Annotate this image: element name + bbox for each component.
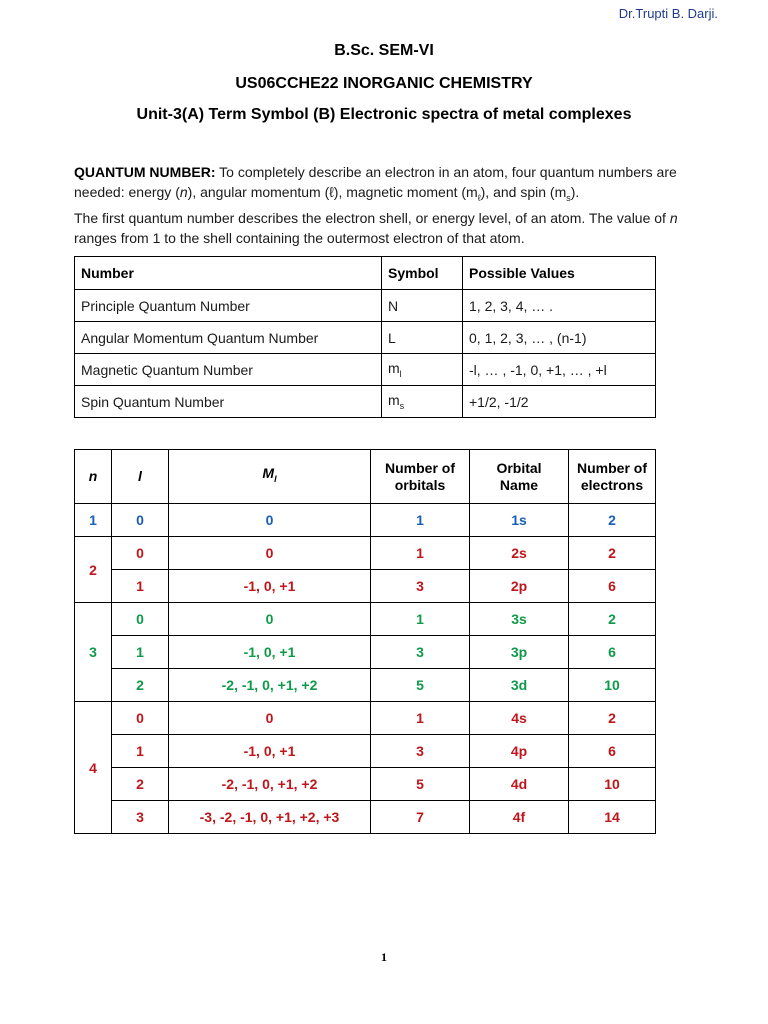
cell-orbitals: 1 — [371, 537, 470, 570]
p1-n: n — [179, 184, 188, 200]
cell-orbital-name: 2p — [470, 570, 569, 603]
cell-ml: -1, 0, +1 — [169, 636, 371, 669]
cell-orbitals: 5 — [371, 768, 470, 801]
cell-l: 2 — [112, 768, 169, 801]
cell-n: 3 — [75, 603, 112, 702]
symbol-main: m — [388, 360, 400, 377]
header-orbital-name — [470, 450, 569, 504]
table-row — [75, 386, 656, 418]
cell-electrons: 2 — [569, 504, 656, 537]
cell-electrons: 6 — [569, 735, 656, 768]
cell-name: Angular Momentum Quantum Number — [75, 322, 382, 354]
cell-name: Magnetic Quantum Number — [75, 354, 382, 386]
cell-ml: 0 — [169, 504, 371, 537]
cell-orbitals: 1 — [371, 702, 470, 735]
cell-ml: 0 — [169, 603, 371, 636]
table-row — [75, 322, 656, 354]
p2-text-1: The first quantum number describes the electron shell, or energy level, of an atom. The value of — [74, 210, 670, 226]
symbol-sub: l — [399, 368, 402, 379]
first-quantum-number-paragraph — [74, 208, 714, 248]
cell-name: Principle Quantum Number — [75, 290, 382, 322]
page-number: 1 — [381, 950, 387, 964]
quantum-numbers-table — [74, 256, 656, 418]
cell-ml: -2, -1, 0, +1, +2 — [169, 669, 371, 702]
cell-orbitals: 7 — [371, 801, 470, 834]
cell-ml: 0 — [169, 537, 371, 570]
cell-orbital-name: 1s — [470, 504, 569, 537]
cell-electrons: 14 — [569, 801, 656, 834]
cell-l: 2 — [112, 669, 169, 702]
cell-orbitals: 3 — [371, 735, 470, 768]
header-number: Number — [75, 257, 382, 290]
cell-electrons: 6 — [569, 636, 656, 669]
cell-symbol: L — [382, 322, 463, 354]
p2-n: n — [669, 210, 678, 226]
cell-orbital-name: 3p — [470, 636, 569, 669]
header-n: n — [75, 450, 112, 504]
cell-l: 1 — [112, 735, 169, 768]
cell-values: 1, 2, 3, 4, … . — [463, 290, 656, 322]
cell-orbitals: 5 — [371, 669, 470, 702]
cell-orbital-name: 3d — [470, 669, 569, 702]
header-line: orbitals — [394, 476, 446, 493]
quantum-number-lead: QUANTUM NUMBER: — [74, 164, 216, 180]
cell-values: 0, 1, 2, 3, … , (n-1) — [463, 322, 656, 354]
p1-text-3: ), and spin (m — [480, 184, 567, 200]
table-row — [75, 603, 656, 636]
cell-symbol — [382, 354, 463, 386]
cell-ml: -2, -1, 0, +1, +2 — [169, 768, 371, 801]
table-row — [75, 290, 656, 322]
cell-l: 0 — [112, 603, 169, 636]
table-row — [75, 504, 656, 537]
p1-text-4: ). — [570, 184, 580, 200]
cell-n: 2 — [75, 537, 112, 603]
course-code: US06CCHE22 INORGANIC CHEMISTRY — [235, 75, 533, 92]
cell-l: 0 — [112, 702, 169, 735]
p1-sub-s: s — [566, 192, 571, 203]
header-number-of-orbitals — [371, 450, 470, 504]
cell-orbitals: 1 — [371, 504, 470, 537]
cell-electrons: 2 — [569, 603, 656, 636]
quantum-number-paragraph — [74, 162, 714, 208]
table-row — [75, 735, 656, 768]
p1-text-2: ), angular momentum (ℓ), magnetic moment (m — [187, 184, 478, 200]
cell-electrons: 6 — [569, 570, 656, 603]
cell-ml: 0 — [169, 702, 371, 735]
table-row — [75, 354, 656, 386]
cell-orbitals: 3 — [371, 636, 470, 669]
p1-sub-l: ℓ — [477, 192, 481, 203]
orbitals-table — [74, 449, 656, 834]
cell-ml: -3, -2, -1, 0, +1, +2, +3 — [169, 801, 371, 834]
table-header-row — [75, 257, 656, 290]
p1-text-1: To completely describe an electron in an atom, four quantum numbers are needed: energy ( — [74, 164, 677, 200]
cell-l: 0 — [112, 504, 169, 537]
cell-orbital-name: 4s — [470, 702, 569, 735]
header-l: l — [112, 450, 169, 504]
header-line: electrons — [580, 476, 644, 493]
cell-ml: -1, 0, +1 — [169, 570, 371, 603]
table-row — [75, 537, 656, 570]
table-row — [75, 636, 656, 669]
cell-l: 1 — [112, 636, 169, 669]
table-row — [75, 669, 656, 702]
cell-n: 4 — [75, 702, 112, 834]
cell-l: 1 — [112, 570, 169, 603]
cell-orbitals: 1 — [371, 603, 470, 636]
cell-l: 0 — [112, 537, 169, 570]
header-line: Name — [499, 476, 539, 493]
cell-name: Spin Quantum Number — [75, 386, 382, 418]
cell-electrons: 10 — [569, 669, 656, 702]
table-row — [75, 570, 656, 603]
symbol-main: m — [388, 392, 400, 409]
course-title: B.Sc. SEM-VI — [334, 42, 434, 59]
cell-orbital-name: 3s — [470, 603, 569, 636]
cell-ml: -1, 0, +1 — [169, 735, 371, 768]
cell-values: -l, … , -1, 0, +1, … , +l — [463, 354, 656, 386]
cell-l: 3 — [112, 801, 169, 834]
cell-values: +1/2, -1/2 — [463, 386, 656, 418]
table-row — [75, 801, 656, 834]
header-line: Number of — [385, 459, 455, 476]
author-name: Dr.Trupti B. Darji. — [618, 6, 718, 21]
header-symbol: Symbol — [382, 257, 463, 290]
table-header-row — [75, 450, 656, 504]
cell-orbital-name: 4p — [470, 735, 569, 768]
table-row — [75, 702, 656, 735]
header-ml — [169, 450, 371, 504]
cell-symbol — [382, 386, 463, 418]
cell-orbitals: 3 — [371, 570, 470, 603]
ml-main: M — [262, 465, 275, 482]
ml-sub: l — [274, 473, 277, 484]
cell-n: 1 — [75, 504, 112, 537]
header-line: Orbital — [496, 459, 542, 476]
cell-symbol: N — [382, 290, 463, 322]
symbol-sub: s — [399, 400, 405, 411]
cell-orbital-name: 4f — [470, 801, 569, 834]
p2-text-2: ranges from 1 to the shell containing the outermost electron of that atom. — [74, 230, 525, 246]
cell-orbital-name: 2s — [470, 537, 569, 570]
header-number-of-electrons — [569, 450, 656, 504]
unit-title: Unit-3(A) Term Symbol (B) Electronic spectra of metal complexes — [136, 106, 632, 123]
table-row — [75, 768, 656, 801]
header-possible-values: Possible Values — [463, 257, 656, 290]
cell-electrons: 2 — [569, 702, 656, 735]
cell-electrons: 2 — [569, 537, 656, 570]
cell-electrons: 10 — [569, 768, 656, 801]
cell-orbital-name: 4d — [470, 768, 569, 801]
header-line: Number of — [577, 459, 647, 476]
